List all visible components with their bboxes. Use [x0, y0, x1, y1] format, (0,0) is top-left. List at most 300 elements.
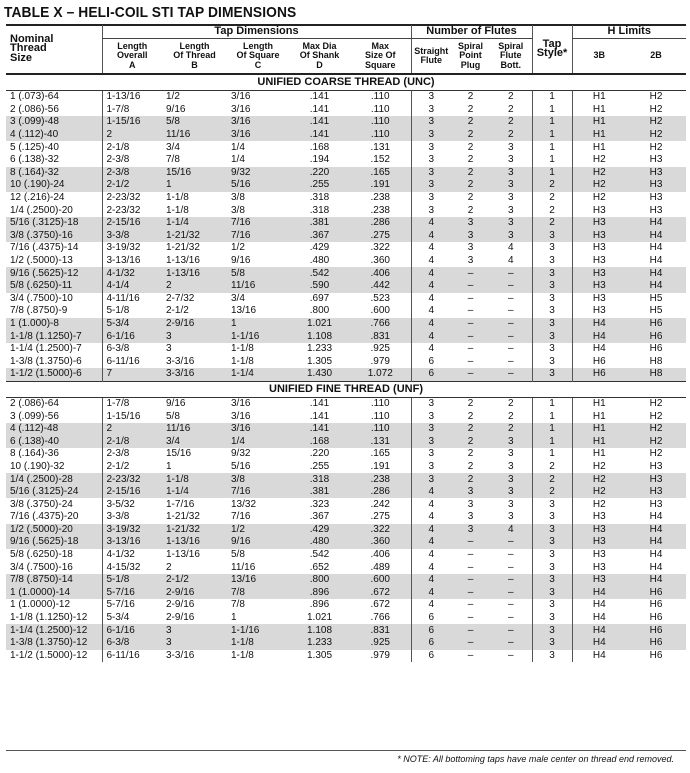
table-cell: 3 [411, 141, 451, 154]
table-cell: 1 [532, 154, 572, 167]
table-cell: .360 [350, 536, 411, 549]
table-cell: 1 [532, 397, 572, 410]
table-cell: H2 [572, 473, 626, 486]
table-cell: 3 [532, 267, 572, 280]
table-cell: .168 [289, 435, 350, 448]
table-cell: 3 [451, 230, 490, 243]
col-nominal-thread-size [6, 25, 102, 74]
table-cell: .168 [309, 141, 330, 153]
tap-dimensions-table [6, 25, 686, 662]
table-cell: H2 [649, 91, 663, 103]
table-cell: 9/16 [227, 536, 289, 549]
table-cell: 3 [507, 498, 514, 510]
table-cell: 2-1/2 [102, 179, 162, 192]
table-cell: 7/16 (.4375)-20 [10, 511, 79, 523]
table-cell: .925 [370, 343, 390, 355]
table-row [6, 368, 686, 381]
table-row [6, 293, 686, 306]
table-cell: 5/16 [227, 179, 289, 192]
table-cell: H3 [649, 192, 663, 204]
table-cell: 2-1/8 [102, 141, 162, 154]
table-cell: .322 [350, 524, 411, 537]
table-cell: .110 [370, 410, 390, 422]
col-c-line1: Length [243, 40, 273, 51]
table-cell: H2 [572, 167, 626, 180]
table-cell: 1-1/8 [227, 637, 289, 650]
table-cell: 2-23/32 [102, 204, 162, 217]
table-cell: 3-19/32 [102, 242, 162, 255]
col-sf-line1: Straight [414, 45, 449, 56]
table-cell: 2-7/32 [166, 292, 195, 304]
table-cell: 4 [411, 305, 451, 318]
table-cell: 3 [507, 141, 514, 153]
table-cell: 2-1/8 [102, 435, 162, 448]
table-cell: 4 [411, 293, 451, 306]
table-cell: 5-7/16 [102, 587, 162, 600]
table-cell: 1-1/8 [231, 343, 254, 355]
table-cell: 4-1/4 [102, 280, 162, 293]
col-sq-line1: Max [371, 40, 389, 51]
table-cell: 3 [532, 343, 572, 356]
table-cell: 3/16 [231, 397, 251, 409]
table-cell: 3 [532, 599, 572, 612]
group-tap-dimensions: Tap Dimensions [102, 25, 411, 39]
table-cell: 15/16 [166, 448, 192, 460]
table-cell: 6 [411, 637, 451, 650]
table-cell: – [467, 305, 474, 317]
table-cell: H4 [626, 267, 686, 280]
table-cell: 2-9/16 [166, 599, 195, 611]
table-cell: 6 [411, 355, 451, 368]
table-row [6, 242, 686, 255]
table-cell: 2 [102, 423, 162, 436]
col-spp-line2: Point [459, 50, 482, 61]
footnote: * NOTE: All bottoming taps have male center on thread end removed. [397, 754, 674, 764]
table-cell: 3 [490, 217, 532, 230]
table-cell: .141 [289, 129, 350, 142]
table-cell: .766 [350, 318, 411, 331]
table-cell: 3-3/16 [162, 368, 227, 381]
table-cell: 4 [411, 280, 451, 293]
table-cell: H2 [572, 461, 626, 474]
table-cell: .672 [370, 599, 390, 611]
table-cell: 3-13/16 [102, 255, 162, 268]
section-heading: UNIFIED COARSE THREAD (UNC) [6, 74, 686, 91]
table-cell: 3 [490, 179, 532, 192]
table-cell: H4 [626, 217, 686, 230]
table-cell: 6 (.138)-40 [6, 435, 102, 448]
table-cell: .896 [289, 587, 350, 600]
table-cell: 4 (.112)-40 [6, 129, 102, 142]
table-cell: 3 [411, 473, 451, 486]
table-cell: 2 [507, 410, 514, 422]
table-cell: 4-15/32 [102, 561, 162, 574]
table-cell: 1-7/8 [102, 104, 162, 117]
table-row [6, 498, 686, 511]
table-cell: 3 [532, 305, 572, 318]
table-cell: – [507, 549, 514, 561]
table-cell: 1 [166, 460, 172, 472]
table-cell: 13/16 [231, 305, 257, 317]
table-cell: 7/8 [166, 154, 180, 166]
table-cell: .131 [350, 435, 411, 448]
table-row [6, 587, 686, 600]
table-cell: 5/16 (.3125)-24 [6, 486, 102, 499]
table-cell: 6 [411, 650, 451, 663]
table-cell: 4 [411, 242, 451, 255]
table-cell: H6 [572, 368, 626, 381]
col-b-line3: B [191, 59, 198, 70]
table-cell: 1-1/8 [231, 649, 254, 661]
table-cell: H1 [572, 129, 626, 142]
table-cell: .360 [370, 255, 390, 267]
table-cell: 2 [467, 448, 474, 460]
table-cell: 4 [411, 486, 451, 499]
table-cell: H3 [572, 574, 626, 587]
table-row [6, 511, 686, 524]
table-cell: H4 [626, 280, 686, 293]
table-cell: 1/2 (.5000)-13 [10, 255, 73, 267]
table-cell: 3/16 [227, 129, 289, 142]
table-cell: 3 [411, 204, 451, 217]
section-heading-row [6, 381, 686, 397]
table-cell: 1-1/4 [162, 217, 227, 230]
table-row [6, 204, 686, 217]
table-cell: .131 [370, 141, 390, 153]
table-cell: 1 [532, 410, 572, 423]
table-cell: 1/2 [166, 91, 180, 103]
table-cell: 1.430 [289, 368, 350, 381]
table-cell: .600 [370, 305, 390, 317]
table-cell: H6 [649, 649, 663, 661]
table-cell: 2 [162, 280, 227, 293]
table-cell: 13/32 [231, 498, 257, 510]
table-cell: – [451, 574, 490, 587]
table-cell: 6 [411, 368, 451, 381]
table-cell: .406 [350, 267, 411, 280]
table-cell: .286 [350, 486, 411, 499]
table-cell: 3 [411, 192, 451, 205]
table-cell: .141 [289, 116, 350, 129]
table-cell: 4 [411, 330, 451, 343]
table-cell: .110 [370, 91, 390, 103]
table-cell: – [467, 292, 474, 304]
table-cell: 2 [467, 154, 474, 166]
table-cell: 1.108 [289, 330, 350, 343]
table-cell: – [467, 599, 474, 611]
table-cell: 1 [162, 179, 227, 192]
table-cell: 3 (.099)-48 [6, 116, 102, 129]
table-cell: – [507, 599, 514, 611]
table-cell: .979 [370, 649, 390, 661]
table-cell: 3 [467, 255, 474, 267]
table-cell: 2-15/16 [102, 217, 162, 230]
table-cell: H4 [626, 574, 686, 587]
table-cell: 2-9/16 [166, 612, 195, 624]
table-cell: 3 [451, 217, 490, 230]
table-cell: 5/8 [162, 116, 227, 129]
table-cell: 2 [467, 141, 474, 153]
table-cell: 3 [490, 435, 532, 448]
table-title: TABLE X – HELI-COIL STI TAP DIMENSIONS [4, 4, 297, 21]
table-cell: 3/8 [227, 473, 289, 486]
table-cell: H2 [649, 410, 663, 422]
table-cell: H3 [649, 204, 663, 216]
table-cell: 1-7/16 [166, 498, 195, 510]
table-cell: .165 [350, 167, 411, 180]
table-cell: 2-9/16 [162, 318, 227, 331]
table-cell: 1-1/8 [162, 473, 227, 486]
table-row [6, 91, 686, 104]
table-row [6, 305, 686, 318]
table-cell: – [507, 343, 514, 355]
table-cell: 5-7/16 [102, 599, 162, 612]
table-cell: 5/16 [231, 460, 251, 472]
table-cell: .286 [350, 217, 411, 230]
table-cell: H4 [572, 599, 626, 612]
table-row [6, 486, 686, 499]
table-cell: .275 [350, 230, 411, 243]
table-cell: H6 [626, 637, 686, 650]
table-cell: 2 [451, 473, 490, 486]
table-cell: 3 [411, 167, 451, 180]
table-cell: H3 [572, 230, 626, 243]
col-length-square [227, 39, 289, 75]
table-cell: 3 [532, 650, 572, 663]
table-cell: 2 [467, 460, 474, 472]
table-cell: .480 [309, 255, 330, 267]
table-cell: H2 [649, 141, 663, 153]
table-cell: 3 [532, 355, 572, 368]
table-row [6, 574, 686, 587]
table-row [6, 267, 686, 280]
table-cell: 2 [507, 397, 514, 409]
table-cell: 5/8 [166, 410, 180, 422]
table-cell: .238 [350, 473, 411, 486]
table-cell: – [507, 355, 514, 367]
table-cell: H1 [572, 423, 626, 436]
table-row [6, 343, 686, 356]
table-row [6, 536, 686, 549]
table-cell: 2-1/2 [162, 574, 227, 587]
table-cell: .275 [370, 511, 390, 523]
table-cell: H5 [649, 292, 663, 304]
table-cell: 3/16 [231, 410, 251, 422]
table-cell: 2 [490, 116, 532, 129]
table-cell: .194 [309, 154, 330, 166]
table-cell: H4 [649, 255, 663, 267]
table-cell: H3 [626, 179, 686, 192]
table-cell: 1-1/2 (1.5000)-12 [10, 649, 88, 661]
table-cell: 9/16 (.5625)-18 [6, 536, 102, 549]
table-cell: .429 [289, 524, 350, 537]
col-sfb-line1: Spiral [498, 40, 524, 51]
table-cell: 3/4 (.7500)-10 [10, 292, 73, 304]
table-cell: 6 [411, 624, 451, 637]
table-cell: 2 [451, 129, 490, 142]
table-row [6, 104, 686, 117]
table-cell: 3 [467, 511, 474, 523]
table-cell: .480 [289, 536, 350, 549]
table-cell: 3 [532, 255, 572, 268]
table-cell: 1-13/16 [162, 267, 227, 280]
table-cell: 7/16 [227, 230, 289, 243]
table-cell: .523 [370, 292, 390, 304]
table-cell: 1-21/32 [162, 524, 227, 537]
group-number-of-flutes: Number of Flutes [411, 25, 532, 39]
table-cell: 2 [451, 116, 490, 129]
table-cell: .220 [289, 167, 350, 180]
table-cell: – [451, 318, 490, 331]
table-cell: 3 [532, 242, 572, 255]
table-cell: 2 [507, 91, 514, 103]
table-cell: 3/16 [227, 116, 289, 129]
table-cell: 1-1/2 (1.5000)-6 [6, 368, 102, 381]
table-cell: H3 [626, 167, 686, 180]
table-cell: 2 [467, 192, 474, 204]
table-body [6, 74, 686, 662]
table-row [6, 599, 686, 612]
table-cell: H1 [572, 435, 626, 448]
table-cell: – [507, 292, 514, 304]
table-cell: 9/16 [166, 397, 186, 409]
table-cell: .381 [289, 486, 350, 499]
table-row [6, 217, 686, 230]
table-cell: 7/16 [227, 486, 289, 499]
table-cell: 3 [507, 204, 514, 216]
table-cell: 1-1/8 [231, 355, 254, 367]
table-cell: .367 [309, 511, 330, 523]
table-cell: 2-23/32 [102, 473, 162, 486]
table-cell: 3-5/32 [102, 498, 162, 511]
table-cell: 4 [411, 536, 451, 549]
section-heading-row [6, 74, 686, 91]
table-cell: 1/2 [231, 242, 245, 254]
table-cell: – [451, 624, 490, 637]
table-cell: 1 [532, 116, 572, 129]
table-cell: .141 [309, 410, 330, 422]
table-cell: 3-19/32 [102, 524, 162, 537]
table-cell: 5-3/4 [102, 612, 162, 625]
table-cell: 1/4 [231, 141, 245, 153]
table-cell: 4 [411, 549, 451, 562]
table-cell: 3/4 (.7500)-16 [10, 561, 73, 573]
table-cell: 3 (.099)-56 [10, 410, 59, 422]
col-max-size-square [350, 39, 411, 75]
table-cell: 9/16 (.5625)-12 [6, 267, 102, 280]
table-cell: 3 [507, 511, 514, 523]
table-row [6, 410, 686, 423]
table-cell: 3 [411, 154, 451, 167]
table-cell: H4 [649, 549, 663, 561]
table-cell: .242 [370, 498, 390, 510]
table-cell: 1/2 (.5000)-20 [6, 524, 102, 537]
col-h-2b: 2B [626, 39, 686, 75]
table-cell: – [490, 318, 532, 331]
table-cell: .141 [309, 91, 330, 103]
table-cell: 2 [532, 217, 572, 230]
col-c-line3: C [254, 59, 262, 70]
col-d-line2: Of Shank [299, 50, 340, 61]
bottom-rule [6, 750, 686, 751]
col-length-thread [162, 39, 227, 75]
table-cell: 13/16 [227, 574, 289, 587]
table-cell: – [451, 637, 490, 650]
table-cell: – [490, 624, 532, 637]
table-cell: .367 [289, 230, 350, 243]
table-cell: 1-1/4 [227, 368, 289, 381]
table-cell: – [490, 280, 532, 293]
col-spp-line1: Spiral [457, 40, 483, 51]
table-cell: 4 [411, 587, 451, 600]
table-cell: – [467, 561, 474, 573]
table-cell: 3 [411, 423, 451, 436]
table-cell: 1 [532, 435, 572, 448]
table-cell: 3 [451, 524, 490, 537]
table-cell: 15/16 [162, 167, 227, 180]
table-cell: 6-11/16 [102, 355, 162, 368]
table-cell: – [507, 305, 514, 317]
col-b-line1: Length [179, 40, 210, 51]
table-cell: 1-3/8 (1.3750)-12 [6, 637, 102, 650]
group-h-limits: H Limits [572, 25, 686, 39]
table-cell: .191 [370, 460, 390, 472]
table-cell: 1 [532, 104, 572, 117]
table-cell: H3 [572, 242, 626, 255]
table-cell: 4 [411, 511, 451, 524]
table-cell: 3 [507, 154, 514, 166]
table-row [6, 612, 686, 625]
table-cell: 3/8 [231, 192, 245, 204]
table-cell: 4 [411, 343, 451, 356]
table-cell: .255 [289, 179, 350, 192]
col-d-line3: D [316, 59, 323, 70]
table-cell: .110 [350, 116, 411, 129]
table-cell: .766 [370, 612, 390, 624]
table-cell: 6-1/16 [102, 330, 162, 343]
table-cell: H3 [572, 204, 626, 217]
table-cell: 1.021 [306, 612, 333, 624]
table-cell: 4 [411, 574, 451, 587]
table-cell: 1-1/8 [166, 192, 189, 204]
table-cell: 4 [411, 599, 451, 612]
table-cell: H3 [572, 217, 626, 230]
table-cell: 4 [411, 255, 451, 268]
col-a-line1: Length [117, 40, 148, 51]
table-cell: .800 [309, 305, 330, 317]
table-cell: H2 [649, 103, 663, 115]
table-cell: 2 [451, 167, 490, 180]
table-cell: 2-1/2 [102, 461, 162, 474]
table-cell: 2-3/8 [102, 448, 162, 461]
table-cell: H3 [572, 305, 626, 318]
table-cell: 3 [507, 448, 514, 460]
table-cell: 3 [507, 192, 514, 204]
table-cell: H4 [572, 650, 626, 663]
table-cell: 1-3/8 (1.3750)-6 [10, 355, 82, 367]
table-cell: 3 [532, 536, 572, 549]
table-cell: 7/8 (.8750)-14 [6, 574, 102, 587]
table-cell: – [490, 637, 532, 650]
table-cell: – [451, 587, 490, 600]
table-cell: 3 [490, 167, 532, 180]
table-cell: 9/32 [227, 167, 289, 180]
table-cell: 4 [411, 318, 451, 331]
table-cell: H4 [649, 561, 663, 573]
table-cell: 2-23/32 [102, 192, 162, 205]
col-sq-line3: Square [364, 59, 396, 70]
table-cell: 3 [532, 612, 572, 625]
